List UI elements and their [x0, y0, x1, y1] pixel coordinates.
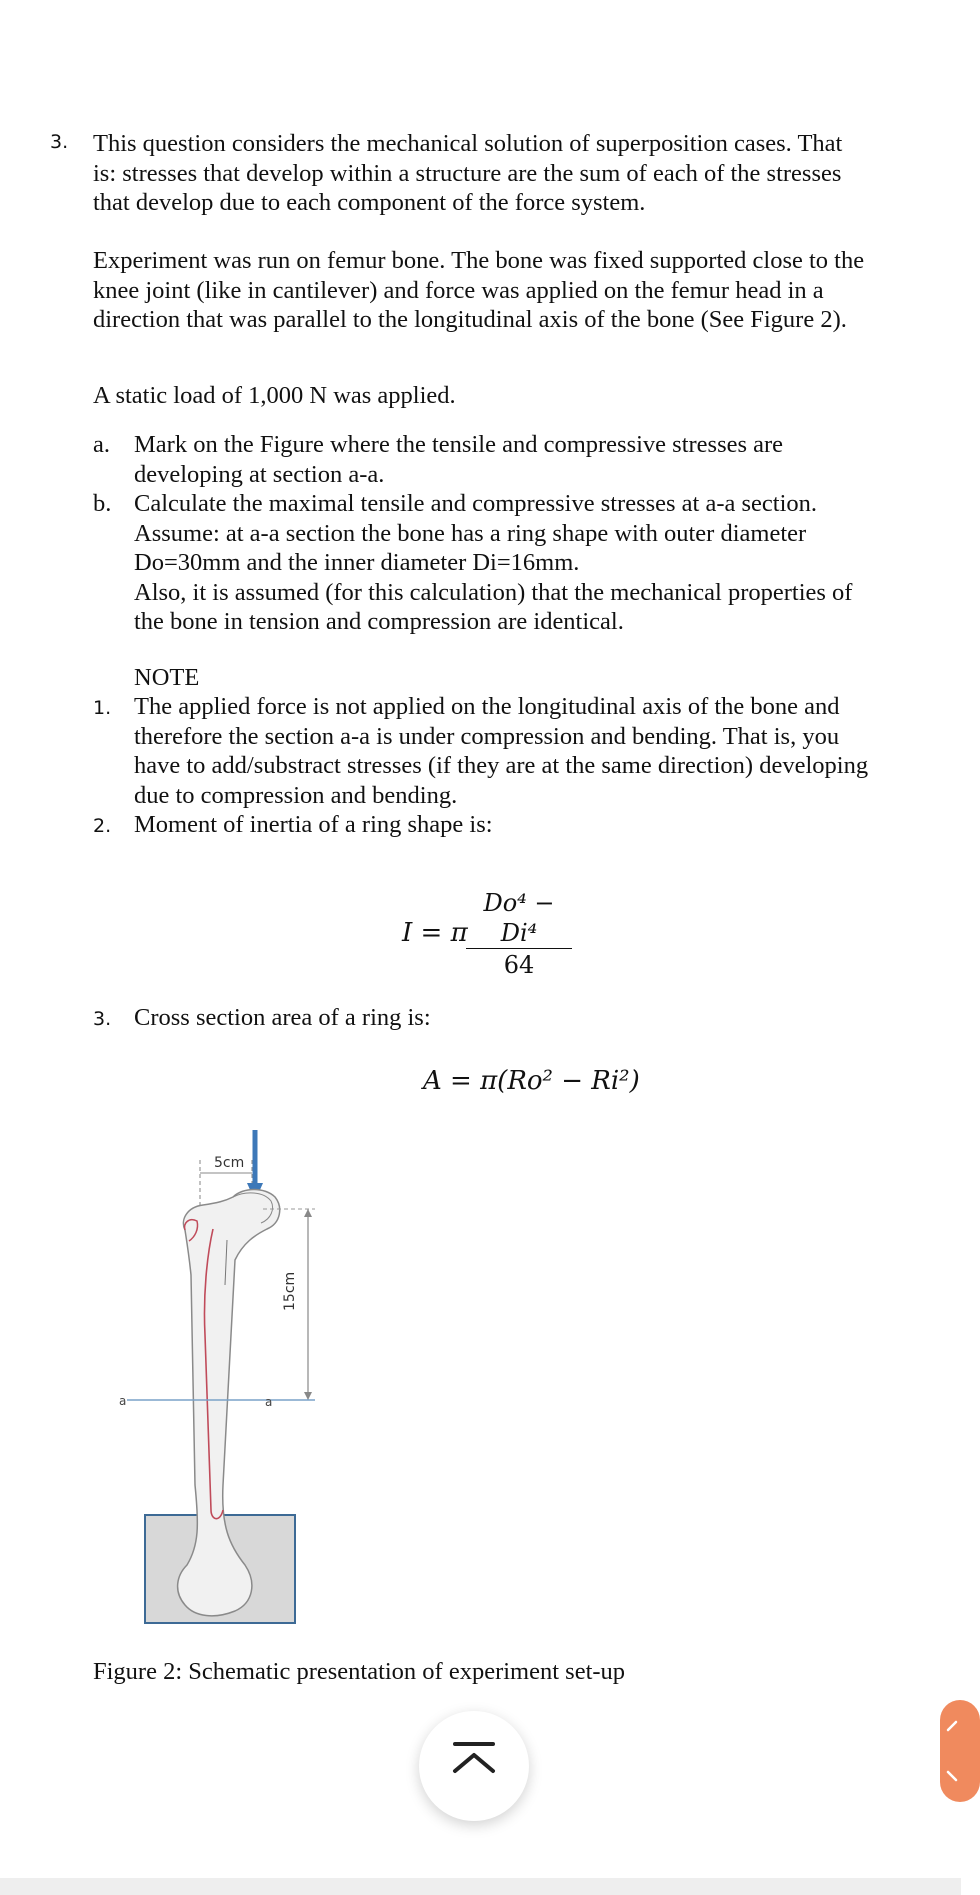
inertia-numerator: Do⁴ − Di⁴ [483, 889, 555, 947]
question-number: 3. [50, 131, 69, 153]
note-item-2-text: Moment of inertia of a ring shape is: [134, 811, 493, 838]
experiment-line: direction that was parallel to the longitudinal axis of the bone (See Figure 2). [93, 306, 847, 333]
part-b-line: Assume: at a-a section the bone has a ring shape with outer diameter [134, 519, 807, 547]
side-tab-button[interactable] [940, 1700, 980, 1802]
part-a-label: a. [93, 431, 110, 458]
side-tab-icon [940, 1700, 962, 1802]
part-b-label: b. [93, 490, 112, 517]
experiment-line: knee joint (like in cantilever) and force was applied on the femur head in a [93, 276, 824, 304]
part-b-line: Calculate the maximal tensile and compressive stresses at a-a section. [134, 490, 818, 517]
intro-line: This question considers the mechanical solution of superposition cases. That [93, 130, 843, 157]
note-item-1-label: 1. [93, 697, 112, 719]
note-item-1-text [134, 692, 868, 810]
intro-line: that develop due to each component of the force system. [93, 189, 646, 216]
static-load-text: A static load of 1,000 N was applied. [93, 382, 456, 409]
note-line: therefore the section a-a is under compression and bending. That is, you [134, 722, 840, 750]
area-equation: A = π(Ro² − Ri²) [423, 1066, 640, 1096]
note-item-3-text: Cross section area of a ring is: [134, 1004, 431, 1031]
height-arrow-top-icon [304, 1209, 312, 1217]
figure-caption: Figure 2: Schematic presentation of experiment set-up [93, 1658, 626, 1685]
scroll-to-top-button[interactable] [419, 1711, 529, 1821]
part-b-line: Do=30mm and the inner diameter Di=16mm. [134, 549, 580, 576]
inertia-denominator: 64 [503, 951, 535, 979]
inertia-equation-lhs: I = π [402, 918, 468, 948]
experiment-paragraph [93, 246, 864, 335]
experiment-line: Experiment was run on femur bone. The bone was fixed supported close to the [93, 247, 865, 274]
question-intro [93, 129, 842, 218]
part-a-line: Mark on the Figure where the tensile and compressive stresses are [134, 431, 784, 458]
part-b-text [134, 489, 852, 637]
inertia-equation-fraction [466, 888, 572, 981]
part-b-line: Also, it is assumed (for this calculation) that the mechanical properties of [134, 578, 853, 606]
femur-diagram [119, 1125, 335, 1630]
note-line: due to compression and bending. [134, 781, 458, 809]
part-b-line: the bone in tension and compression are identical. [134, 608, 624, 635]
femur-figure [119, 1125, 335, 1630]
note-item-2-label: 2. [93, 815, 112, 837]
bottom-bar [0, 1878, 961, 1895]
note-line: have to add/substract stresses (if they are at the same direction) developing [134, 752, 869, 779]
chevron-up-bar-icon [419, 1711, 529, 1821]
height-label: 15cm [282, 1271, 298, 1311]
height-arrow-bottom-icon [304, 1392, 312, 1400]
part-a-line: developing at section a-a. [134, 460, 385, 488]
part-a-text [134, 430, 783, 489]
note-item-3-label: 3. [93, 1008, 112, 1030]
section-label-right: a [265, 1395, 273, 1409]
note-line: The applied force is not applied on the longitudinal axis of the bone and [134, 693, 840, 720]
offset-label: 5cm [214, 1155, 245, 1171]
section-label-left: a [119, 1394, 127, 1408]
note-title: NOTE [134, 664, 200, 691]
intro-line: is: stresses that develop within a structure are the sum of each of the stresses [93, 159, 842, 187]
